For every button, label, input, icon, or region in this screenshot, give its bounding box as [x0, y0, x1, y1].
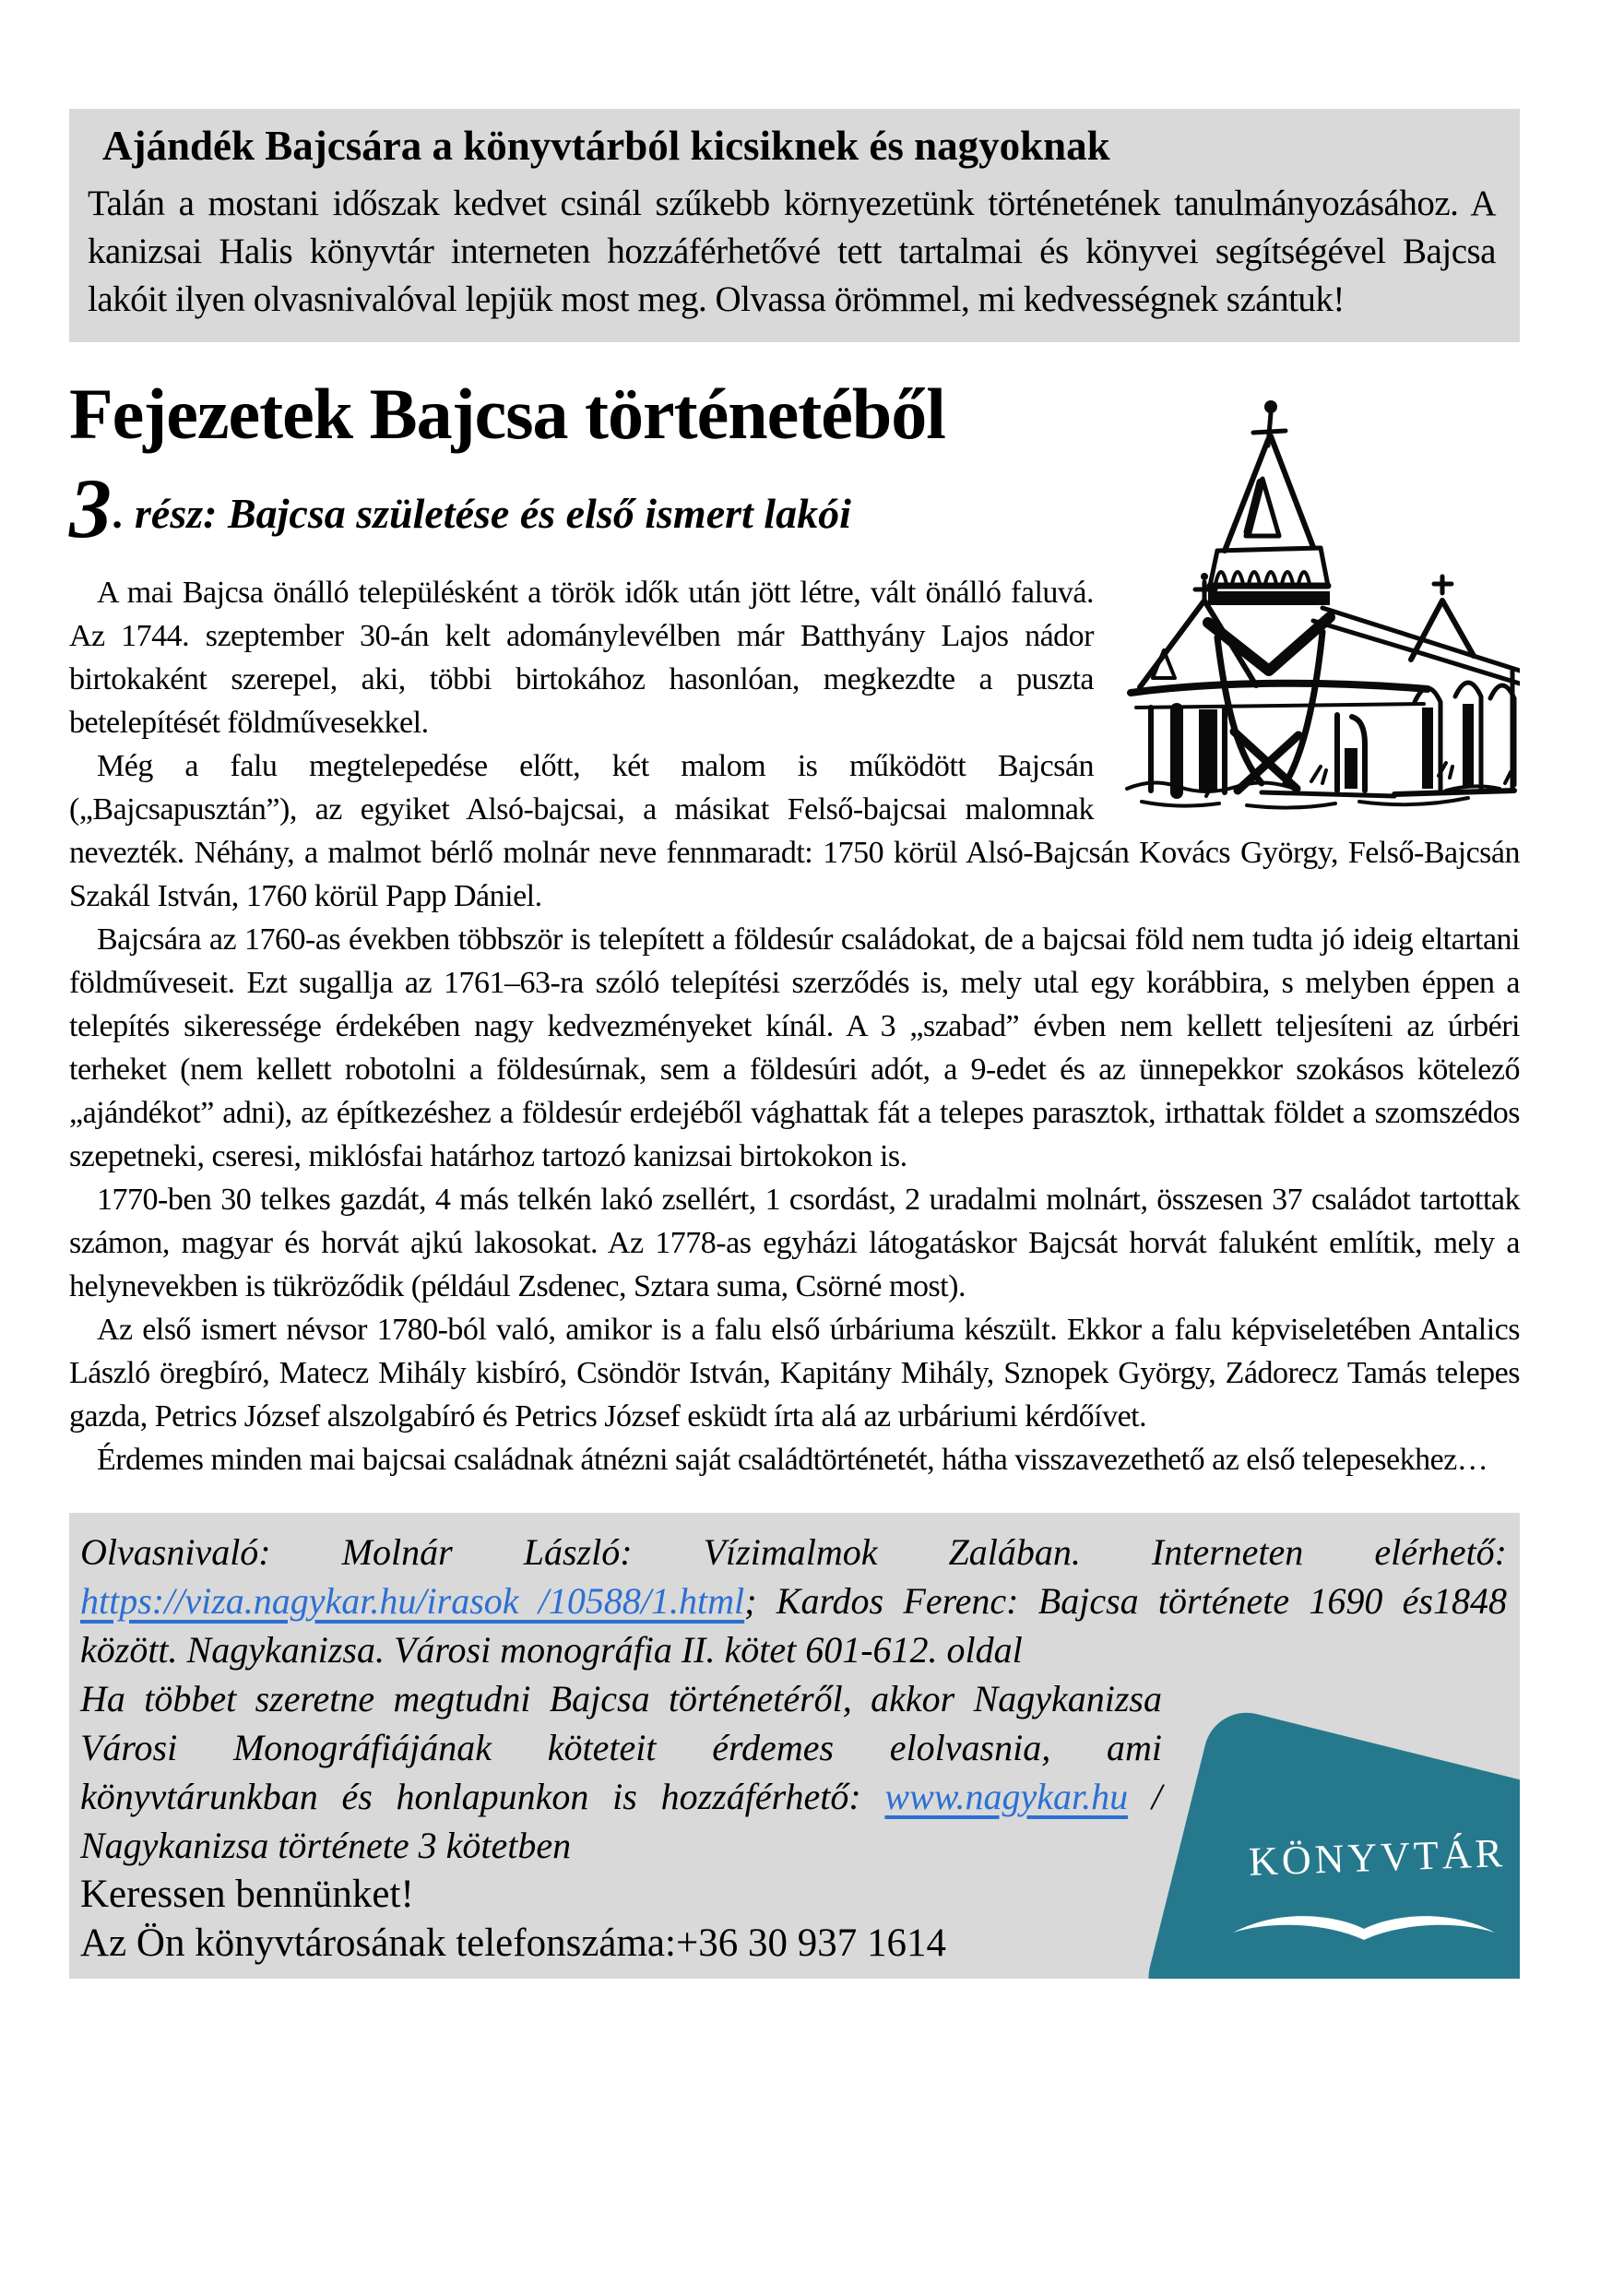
reference-text: Olvasnivaló: Molnár László: Vízimalmok Zalában. Interneten elérhető:	[80, 1531, 1507, 1574]
part-number: 3	[69, 461, 112, 556]
logo-wordmark: KÖNYVTÁR	[1248, 1830, 1507, 1885]
open-book-icon	[1225, 1892, 1503, 1951]
paragraph-3: Bajcsára az 1760-as években többször is telepített a földesúr családokat, de a bajcsai föld nem tudta jó ideig eltartani földműveseit. Ezt sugallja az 1761–63-ra szóló telepítési szerződés is, mely utal egy korábbira, s melyben éppen a telepítés sikeressége érdekében nagy kedvezményeket kínál. A 3 „szabad” évben nem kellett teljesíteni az úrbéri terheket (nem kellett robotolni a földesúrnak, sem a földesúri adót, a 9-edet és az ünnepekkor szokásos kötelező „ajándékot” adni), az építkezéshez a földesúr erdejéből vághattak fát a telepes parasztok, irthattak földet a szomszédos szepetneki, cseresi, miklósfai határhoz tartozó kanizsai birtokokon is.	[69, 922, 1520, 1174]
reference-text: / Nagykanizsa története 3 kötetben	[80, 1776, 1162, 1867]
references-paragraph-1	[80, 1528, 1507, 1674]
references-box	[69, 1513, 1520, 1979]
header-box-body: Talán a mostani időszak kedvet csinál szűkebb környezetünk történetének tanulmányozásához. A kanizsai Halis könyvtár interneten hozzáférhetővé tett tartalmai és könyvei segítségével Bajcsa lakóit ilyen olvasnivalóval lepjük most meg. Olvassa örömmel, mi kedvességnek szántuk!	[88, 184, 1496, 320]
nagykar-link[interactable]: www.nagykar.hu	[884, 1776, 1129, 1818]
viza-nagykar-link[interactable]: https://viza.nagykar.hu/irasok /10588/1.html	[80, 1580, 745, 1623]
paragraph-4: 1770-ben 30 telkes gazdát, 4 más telkén lakó zsellért, 1 csordást, 2 uradalmi molnárt, összesen 37 családot tartottak számon, magyar és horvát ajkú lakosokat. Az 1778-as egyházi látogatáskor Bajcsát horvát faluként említik, mely a helynevekben is tükröződik (például Zsdenec, Sztara suma, Csörné most).	[69, 1183, 1520, 1304]
page-title: Fejezetek Bajcsa történetéből	[69, 374, 945, 455]
reference-text: Ha többet szeretne megtudni Bajcsa történetéről, akkor Nagykanizsa Városi Monográfiájának köteteit érdemes elolvasnia, ami könyvtárunkban és honlapunkon is hozzáférhető:	[80, 1678, 1162, 1818]
librarian-phone-line: Az Ön könyvtárosának telefonszáma:+36 30 937 1614	[80, 1921, 946, 1966]
subtitle-text: . rész: Bajcsa születése és első ismert lakói	[113, 490, 851, 538]
paragraph-5: Az első ismert névsor 1780-ból való, amikor is a falu első úrbáriuma készült. Ekkor a falu képviseletében Antalics László öregbíró, Matecz Mihály kisbíró, Csöndör István, Kapitány Mihály, Sznopek György, Zádorecz Tamás telepes gazda, Petrics József alszolgabíró és Petrics József esküdt írta alá az urbáriumi kérdőívet.	[69, 1313, 1520, 1434]
church-illustration	[1118, 379, 1520, 813]
article	[69, 374, 1520, 1481]
header-box	[69, 109, 1520, 342]
paragraph-1: A mai Bajcsa önálló településként a török idők után jött létre, vált önálló faluvá. Az 1744. szeptember 30-án kelt adománylevélben már Batthyány Lajos nádor birtokaként szerepel, aki, többi birtokához hasonlóan, megkezdte a puszta betelepítését földművesekkel.	[69, 576, 1094, 741]
page-content	[69, 109, 1520, 1979]
paragraph-2: Még a falu megtelepedése előtt, két malom is működött Bajcsán („Bajcsapusztán”), az egyiket Alsó-bajcsai, a másikat Felső-bajcsai malomnak nevezték. Néhány, a malmot bérlő molnár neve fennmaradt: 1750 körül Alsó-Bajcsán Kovács György, Felső-Bajcsán Szakál István, 1760 körül Papp Dániel.	[69, 749, 1520, 914]
konyvtar-logo	[1190, 1671, 1518, 1945]
contact-call-to-action: Keressen bennünket!	[80, 1873, 414, 1917]
paragraph-6: Érdemes minden mai bajcsai családnak átnézni saját családtörténetét, hátha visszavezethető az első telepesekhez…	[97, 1443, 1488, 1478]
church-line-art-icon	[1118, 379, 1520, 813]
header-box-title: Ajándék Bajcsára a könyvtárból kicsiknek és nagyoknak	[102, 123, 1110, 169]
reference-text: ; Kardos Ferenc: Bajcsa története 1690 és1848 között. Nagykanizsa. Városi monográfia II. kötet 601-612. oldal	[80, 1580, 1507, 1671]
